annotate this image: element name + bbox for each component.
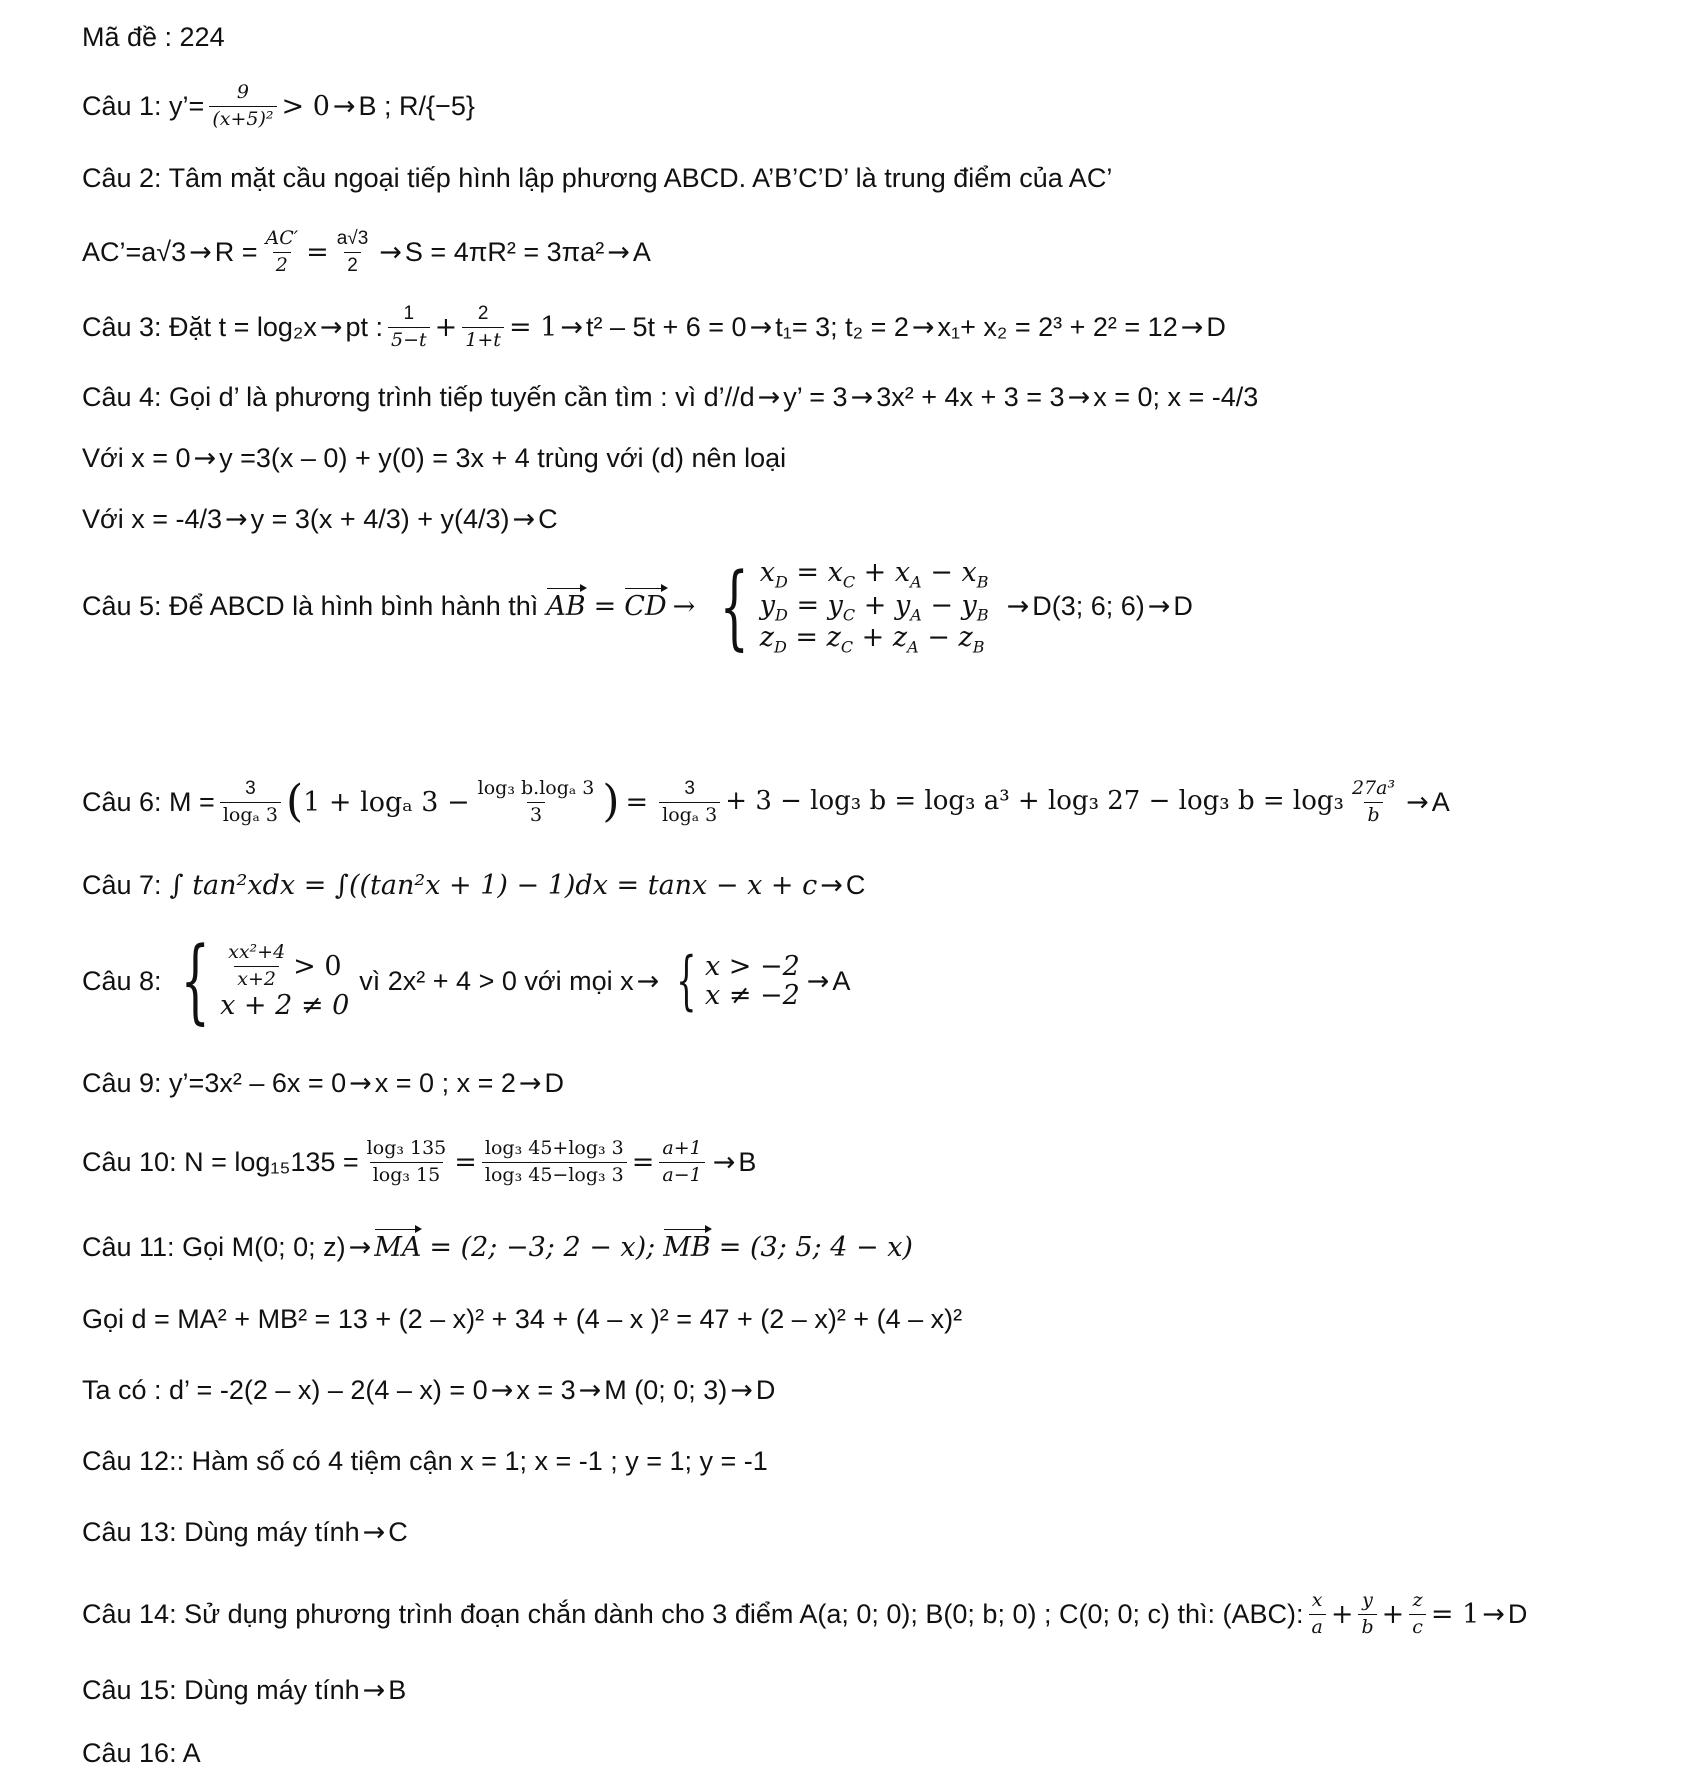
arrow-icon: → — [379, 236, 402, 268]
arrow-icon: → — [1006, 591, 1030, 623]
question-7: Câu 7: ∫ tan²xdx = ∫((tan²x + 1) − 1)dx = tanx − x + c → C — [82, 870, 866, 901]
q2-fraction-1: $\frac{AC'}{2}$ — [265, 227, 299, 276]
vector-ab: AB — [546, 591, 586, 623]
q5-row-z: $z_D = z_C + z_A - z_B$ — [759, 622, 985, 657]
arrow-icon: → — [607, 236, 630, 268]
arrow-icon: → — [578, 1375, 602, 1406]
q6-fraction-2: $\frac{\text{log₃ b.logₐ 3}}{3}$ — [477, 777, 595, 826]
question-15: Câu 15: Dùng máy tính → B — [82, 1675, 407, 1706]
arrow-icon: → — [636, 965, 660, 997]
arrow-icon: → — [820, 870, 843, 901]
arrow-icon: → — [1482, 1598, 1505, 1630]
arrow-icon: → — [1147, 591, 1171, 623]
q3-fraction-2: $\frac{2}{1+t}$ — [462, 303, 504, 352]
q5-row-y: $y_D = y_C + y_A - y_B$ — [759, 589, 989, 625]
arrow-icon: → — [332, 90, 356, 122]
question-4-line-2: Với x = 0 → y =3(x – 0) + y(0) = 3x + 4 trùng với (d) nên loại — [82, 443, 787, 474]
arrow-icon: → — [319, 311, 343, 343]
question-11-line-2: Gọi d = MA² + MB² = 13 + (2 – x)² + 34 + (4 – x )² = 47 + (2 – x)² + (4 – x)² — [82, 1304, 963, 1334]
q8-system-1: { $\frac{\text{xx²+4}}{x+2}$ > 0 x + 2 ≠ 0 — [180, 927, 350, 1034]
arrow-icon: → — [189, 236, 212, 268]
arrow-icon: → — [348, 1232, 372, 1263]
question-13: Câu 13: Dùng máy tính → C — [82, 1517, 408, 1548]
arrow-icon: → — [749, 311, 773, 343]
q2-fraction-2: $\frac{a√3}{2}$ — [336, 228, 369, 276]
arrow-icon: → — [349, 1068, 372, 1099]
question-2-line-2: AC’=a√3 → R = $\frac{AC'}{2}$ = $\frac{a√3}{2}$ → S = 4πR² = 3πa² → A — [82, 227, 651, 276]
q5-system-rows — [760, 558, 989, 656]
brace-icon: { — [719, 552, 750, 660]
brace-icon: { — [676, 943, 697, 1018]
q6-fraction-4: $\frac{\text{27a³}}{b}$ — [1351, 777, 1396, 826]
arrow-icon: → — [518, 1068, 542, 1099]
arrow-icon: → — [850, 382, 874, 413]
q10-fraction-3: $\frac{a+1}{a-1}$ — [659, 1138, 704, 1187]
q8-fraction: $\frac{\text{xx²+4}}{x+2}$ — [228, 941, 286, 991]
question-3: Câu 3: Đặt t = log₂x → pt : $\frac{1}{5-t}$ + $\frac{2}{1+t}$ = 1 → t² – 5t + 6 = 0 → t₁= 3; t₂ = 2 → x₁+ x₂ = 2³ + 2² = 12 → D — [82, 303, 1226, 351]
q14-fraction-x: $\frac{x}{a}$ — [1309, 1590, 1326, 1639]
arrow-icon: → — [730, 1375, 753, 1406]
left-paren-icon: ( — [285, 776, 304, 828]
question-10: Câu 10: N = log₁₅135 = $\frac{\text{log₃ 135}}{\text{log₃ 15}}$ = $\frac{\text{log₃ 45+log₃ 3}}{\text{log₃ 45−log₃ 3}}$ = $\frac{a+1}{a-1}$ → B — [82, 1137, 757, 1186]
question-12: Câu 12:: Hàm số có 4 tiệm cận x = 1; x = -1 ; y = 1; y = -1 — [82, 1446, 768, 1476]
question-9: Câu 9: y’=3x² – 6x = 0 → x = 0 ; x = 2 → D — [82, 1068, 564, 1099]
q5-system — [705, 552, 989, 660]
question-11-line-3: Ta có : d’ = -2(2 – x) – 2(4 – x) = 0 → x = 3 → M (0; 0; 3) → D — [82, 1375, 776, 1406]
question-16: Câu 16: A — [82, 1738, 201, 1768]
q10-fraction-2: $\frac{\text{log₃ 45+log₃ 3}}{\text{log₃ 45−log₃ 3}}$ — [482, 1138, 627, 1187]
brace-icon: { — [180, 927, 210, 1034]
question-5: Câu 5: Để ABCD là hình bình hành thì AB = CD → { $x_D = x_C + x_A - x_B$ $y_D = y_C + y_A - y_B$ $z_D = z_C + z_A - z_B$ → D(3; 6; 6) → D — [82, 552, 1193, 660]
q3-fraction-1: $\frac{1}{5-t}$ — [388, 303, 430, 352]
arrow-icon: → — [757, 382, 781, 413]
arrow-icon: → — [362, 1675, 386, 1706]
q5-row-x: $x_D = x_C + x_A - x_B$ — [759, 557, 989, 592]
question-6: Câu 6: M = $\frac{3}{\text{logₐ 3}}$ ( 1 + logₐ 3 − $\frac{\text{log₃ b.logₐ 3}}{3}$ ) = $\frac{3}{\text{logₐ 3}}$ + 3 − log₃ b = log₃ a³ + log₃ 27 − log₃ b = log₃ $\frac{\text{27a³}}{b}$ → A — [82, 776, 1450, 828]
arrow-icon: → — [362, 1517, 386, 1548]
arrow-icon: → — [1406, 786, 1429, 818]
arrow-icon: → — [225, 504, 248, 535]
exam-code: Mã đề : 224 — [82, 22, 225, 52]
q1-fraction: $\frac{9}{\text{(x+5)²}}$ — [209, 82, 276, 131]
arrow-icon: → — [560, 311, 583, 343]
question-11-line-1: Câu 11: Gọi M(0; 0; z) → MA = (2; −3; 2 − x); MB = (3; 5; 4 − x) — [82, 1232, 913, 1263]
right-paren-icon: ) — [602, 776, 620, 828]
arrow-icon: → — [1180, 311, 1204, 343]
question-8: Câu 8: { $\frac{\text{xx²+4}}{x+2}$ > 0 x + 2 ≠ 0 vì 2x² + 4 > 0 với mọi x → { x > −2 x ≠ −2 → A — [82, 927, 851, 1034]
arrow-icon: → — [806, 965, 830, 997]
question-4-line-1: Câu 4: Gọi d’ là phương trình tiếp tuyến cần tìm : vì d’//d → y’ = 3 → 3x² + 4x + 3 = 3 → x = 0; x = -4/3 — [82, 382, 1259, 413]
arrow-icon: → — [1067, 382, 1091, 413]
vector-cd: CD — [624, 591, 667, 623]
question-4-line-3: Với x = -4/3 → y = 3(x + 4/3) + y(4/3) → C — [82, 504, 558, 535]
arrow-icon: → — [712, 1146, 736, 1178]
arrow-icon: → — [490, 1375, 514, 1406]
question-1: Câu 1: y’= $\frac{9}{\text{(x+5)²}}$ > 0 → B ; R/{−5} — [82, 81, 475, 130]
vector-ma: MA — [374, 1232, 422, 1263]
q10-fraction-1: $\frac{\text{log₃ 135}}{\text{log₃ 15}}$ — [366, 1137, 447, 1186]
question-14: Câu 14: Sử dụng phương trình đoạn chắn dành cho 3 điểm A(a; 0; 0); B(0; b; 0) ; C(0; 0; c) thì: (ABC): $\frac{x}{a}$ + $\frac{y}{b}$ + $\frac{z}{c}$ = 1 → D — [82, 1589, 1528, 1638]
vector-mb: MB — [663, 1232, 711, 1263]
q14-fraction-z: $\frac{z}{c}$ — [1409, 1590, 1426, 1639]
arrow-icon: → — [512, 504, 536, 535]
arrow-icon: → — [911, 311, 935, 343]
question-2-line-1: Câu 2: Tâm mặt cầu ngoại tiếp hình lập phương ABCD. A’B’C’D’ là trung điểm của AC’ — [82, 163, 1113, 193]
q8-system-2: { x > −2 x ≠ −2 — [676, 943, 800, 1018]
q6-fraction-3: $\frac{3}{\text{logₐ 3}}$ — [659, 778, 720, 827]
q14-fraction-y: $\frac{y}{b}$ — [1358, 1590, 1376, 1639]
q6-fraction-1: $\frac{3}{\text{logₐ 3}}$ — [220, 778, 281, 827]
arrow-icon: → — [193, 443, 217, 474]
